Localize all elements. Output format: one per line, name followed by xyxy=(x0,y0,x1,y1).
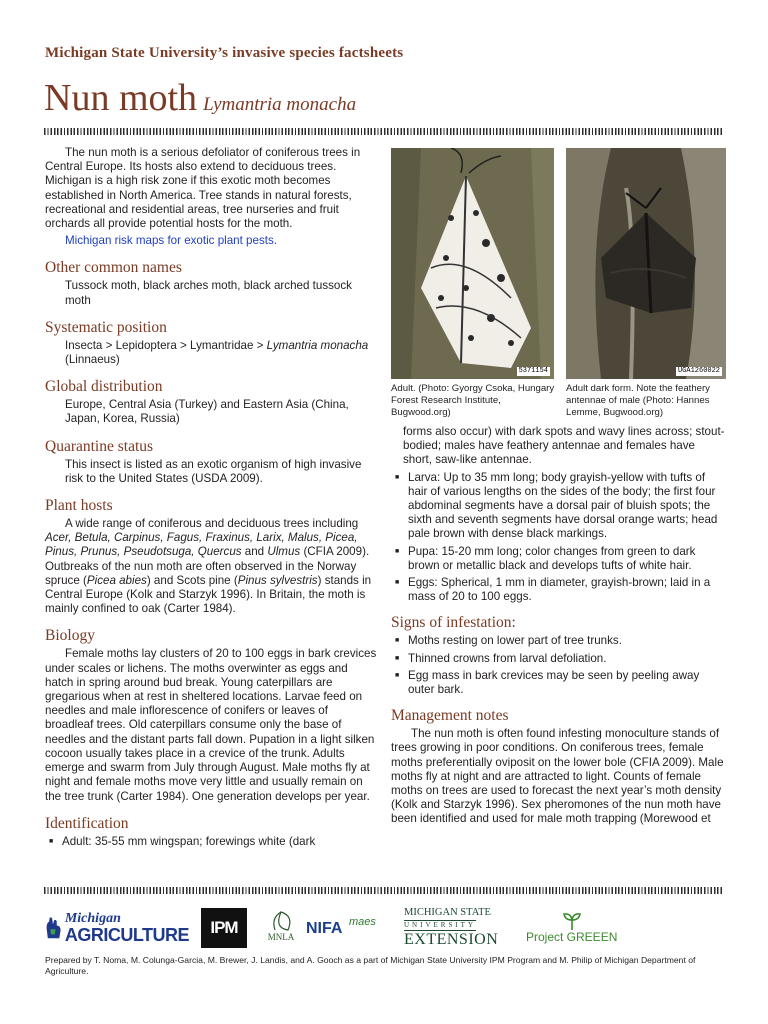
mnla-logo[interactable] xyxy=(258,910,304,942)
distribution-text: Europe, Central Asia (Turkey) and Eastern Asia (China, Japan, Korea, Russia) xyxy=(65,398,349,426)
management-heading: Management notes xyxy=(391,707,509,725)
common-name: Nun moth xyxy=(44,77,198,119)
quarantine-heading: Quarantine status xyxy=(45,437,154,455)
photo-code: 5371154 xyxy=(518,367,548,375)
systematic-text xyxy=(45,339,377,367)
signs-heading: Signs of infestation: xyxy=(391,614,516,632)
distribution-heading: Global distribution xyxy=(45,378,163,396)
project-greeen-logo[interactable] xyxy=(526,912,617,944)
biology-section xyxy=(45,627,377,803)
nifa-logo[interactable]: NIFA xyxy=(306,920,343,937)
msu-logo-line3: EXTENSION xyxy=(404,930,499,948)
systematic-plain: Insecta > Lepidoptera > Lymantridae > xyxy=(65,338,267,352)
intro-text: The nun moth is a serious defoliator of coniferous trees in Central Europe. Its hosts also extend to deciduous trees. Michigan is a high risk zone if this exotic moth becomes established in North America. Tree stands in natural forests, recreational and residential areas, tree nurseries and fruit orchards all provide potential hosts for the moth. xyxy=(45,146,361,231)
left-column xyxy=(45,146,377,849)
biology-heading: Biology xyxy=(45,627,95,645)
right-column xyxy=(391,425,726,827)
moth-dark-illustration xyxy=(566,148,726,379)
hosts-genera: Acer, Betula, Carpinus, Fagus, Fraxinus, Larix, Malus, Picea, Pinus, Prunus, Pseudotsuga, Quercus xyxy=(45,531,358,559)
identification-adult-continued: forms also occur) with dark spots and wavy lines across; stout-bodied; males have feathery antennae and females have short, saw-like antennae. xyxy=(403,425,725,467)
hosts-section xyxy=(45,497,377,616)
signs-list xyxy=(391,634,726,697)
identification-list-continued xyxy=(391,471,726,605)
adult-moth-photo xyxy=(391,148,554,379)
identification-section xyxy=(45,815,377,849)
hosts-text-c: (CFIA 2009). Outbreaks of the nun moth are often observed in the Norway spruce ( xyxy=(45,545,370,587)
management-section xyxy=(391,707,726,826)
hosts-text xyxy=(45,517,377,616)
common-names-section xyxy=(45,259,377,307)
photo-caption-dark: Adult dark form. Note the feathery antennae of male (Photo: Hannes Lemme, Bugwood.org) xyxy=(566,383,710,418)
hosts-pinus: Pinus sylvestris xyxy=(237,573,318,587)
sponsor-logos xyxy=(44,906,724,954)
systematic-heading: Systematic position xyxy=(45,318,167,336)
hosts-text-e: ) stands in Central Europe (Kolk and Starzyk 1996). In Britain, the moth is mainly confined to oak (Carter 1984). xyxy=(45,573,372,616)
credits-text: Prepared by T. Noma, M. Colunga-Garcia, M. Brewer, J. Landis, and A. Gooch as a part of Michigan State University IPM Program and M. Philip of Michigan Department of Agriculture. xyxy=(45,955,696,976)
msu-logo-line1: MICHIGAN STATE xyxy=(404,907,491,918)
management-text: The nun moth is often found infesting monoculture stands of trees growing in poor conditions. On coniferous trees, female moths preferentially oviposit on the lower bole (CFIA 2009). Male moths fly at night and are attracted to light. Counts of female moths on trees are used to forecast the next year’s moth density (Kolk and Starzyk 1996). Sex pheromones of the nun moth have been identified and used for male moth trapping (Morewood et xyxy=(391,727,724,826)
biology-text: Female moths lay clusters of 20 to 100 eggs in bark crevices under scales or lichens. The moths overwinter as eggs and hatch in spring around bud break. Young caterpillars are gregarious when at rest in sheltered locations. Larvae feed on needles and male inflorescence of conifers or leaves of broadleaf trees. Old caterpillars consume only the base of needles and the distant parts fall down. Pupation in a light silken cocoon usually takes place in a crevice of the trunk. Adults emerge and swarm from July through August. Male moths fly at night and female moths move very little and usually remain on the tree trunk (Carter 1984). One generation develops per year. xyxy=(45,647,377,803)
list-item: ■ Larva: Up to 35 mm long; body grayish-yellow with tufts of hair of various lengths on the sides of the body; the first four abdominal segments have a dorsal pair of bluish spots; the sixth and seventh segments have dorsal orange warts; head pale brown with dense black markings. xyxy=(391,471,726,542)
ipm-logo[interactable]: IPM xyxy=(201,908,247,948)
systematic-author: (Linnaeus) xyxy=(65,353,120,367)
hosts-text-d: ) and Scots pine ( xyxy=(146,573,238,587)
hosts-text-b: and xyxy=(241,545,268,559)
list-item: ■ Adult: 35-55 mm wingspan; forewings white (dark xyxy=(45,835,377,849)
maes-logo[interactable]: maes xyxy=(349,916,376,928)
series-title: Michigan State University’s invasive species factsheets xyxy=(45,45,404,61)
dark-moth-photo xyxy=(566,148,726,379)
list-item: ■ Pupa: 15-20 mm long; color changes from green to dark brown or metallic black and develops tufts of white hair. xyxy=(391,545,726,573)
hosts-picea: Picea abies xyxy=(86,573,147,587)
common-names-heading: Other common names xyxy=(45,259,182,277)
hosts-text-a: A wide range of coniferous and deciduous trees including xyxy=(65,517,359,531)
mnla-logo-text: MNLA xyxy=(267,932,295,942)
systematic-section xyxy=(45,319,377,367)
msu-extension-logo[interactable] xyxy=(404,908,498,948)
risk-maps-link[interactable]: Michigan risk maps for exotic plant pests. xyxy=(65,234,277,248)
quarantine-text: This insect is listed as an exotic organism of high invasive risk to the United States (USDA 2009). xyxy=(65,457,362,485)
identification-list xyxy=(45,835,377,849)
photo-caption-adult: Adult. (Photo: Gyorgy Csoka, Hungary Forest Research Institute, Bugwood.org) xyxy=(391,383,555,418)
list-item: ■ Egg mass in bark crevices may be seen by peeling away outer bark. xyxy=(391,669,726,697)
common-names-text: Tussock moth, black arches moth, black arched tussock moth xyxy=(65,279,352,307)
hosts-ulmus: Ulmus xyxy=(267,545,301,559)
top-divider xyxy=(44,128,724,135)
project-greeen-text: Project GREEEN xyxy=(526,930,618,944)
quarantine-section xyxy=(45,438,377,486)
msu-logo-line2: UNIVERSITY xyxy=(404,920,476,929)
mda-logo[interactable] xyxy=(44,906,189,950)
list-item: ■ Moths resting on lower part of tree trunks. xyxy=(391,634,726,648)
bottom-divider xyxy=(44,887,724,894)
mda-logo-line1: Michigan xyxy=(64,911,121,926)
systematic-species: Lymantria monacha xyxy=(266,338,369,352)
photo-code: UGA1260022 xyxy=(677,367,720,375)
hosts-heading: Plant hosts xyxy=(45,497,113,515)
list-item: ■ Eggs: Spherical, 1 mm in diameter, grayish-brown; laid in a mass of 20 to 100 eggs. xyxy=(391,576,726,604)
page-title xyxy=(44,76,356,120)
moth-white-illustration xyxy=(391,148,554,379)
latin-name: Lymantria monacha xyxy=(203,94,357,115)
mda-logo-line2: AGRICULTURE xyxy=(64,925,189,945)
identification-heading: Identification xyxy=(45,814,129,832)
sprout-icon xyxy=(561,912,583,930)
michigan-mitten-icon xyxy=(44,910,62,946)
intro-section xyxy=(45,146,377,248)
distribution-section xyxy=(45,378,377,426)
leaf-icon xyxy=(266,910,296,932)
list-item: ■ Thinned crowns from larval defoliation. xyxy=(391,652,726,666)
